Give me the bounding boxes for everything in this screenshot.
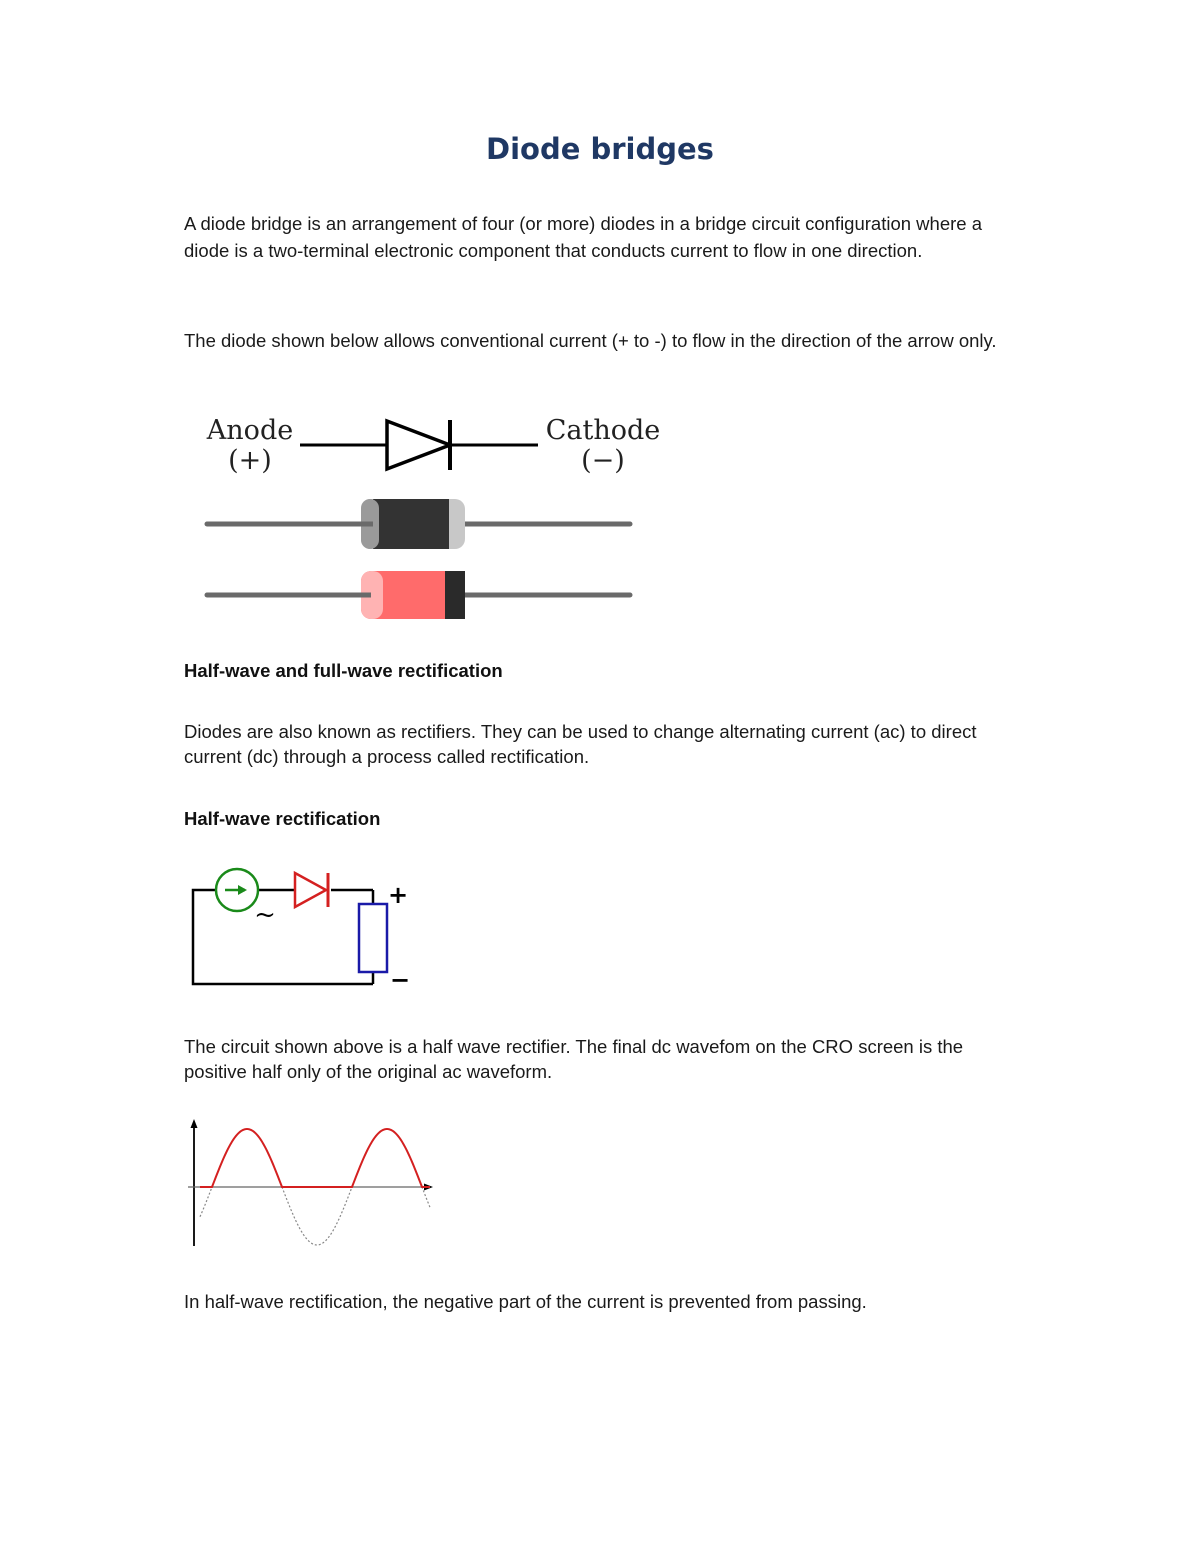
black-diode-component — [207, 499, 630, 549]
section-heading-half-wave: Half-wave rectification — [184, 808, 381, 829]
ac-tilde-label: ~ — [254, 900, 276, 930]
load-resistor-icon — [359, 904, 387, 972]
circuit-caption-paragraph: The circuit shown above is a half wave rectifier. The final dc wavefom on the CRO screen is the positive half only of the original ac waveform. — [184, 1036, 964, 1082]
anode-sign: (+) — [228, 445, 272, 476]
page-title: Diode bridges — [486, 132, 714, 166]
rectifier-diode-icon — [295, 873, 328, 907]
red-diode-component — [207, 571, 630, 619]
intro-paragraph: A diode bridge is an arrangement of four (or more) diodes in a bridge circuit configuration where a diode is a two-terminal electronic component that conducts current to flow in one direction. — [184, 213, 982, 261]
diode-note-paragraph: The diode shown below allows conventional current (+ to -) to flow in the direction of the arrow only. — [184, 330, 997, 351]
diode-figure — [195, 405, 675, 635]
rectified-dc-waveform — [200, 1129, 430, 1187]
rectified-waveform-graph — [180, 1115, 440, 1255]
cathode-sign: (−) — [581, 445, 625, 476]
rectification-paragraph: Diodes are also known as rectifiers. They can be used to change alternating current (ac) to direct current (dc) through a process called rectification. — [184, 721, 977, 767]
half-wave-circuit-diagram — [185, 860, 425, 1000]
final-note-paragraph: In half-wave rectification, the negative part of the current is prevented from passing. — [184, 1291, 867, 1312]
minus-sign: − — [389, 966, 411, 994]
cathode-label: Cathode — [545, 415, 661, 446]
plus-sign: + — [387, 881, 409, 909]
section-heading-rectification: Half-wave and full-wave rectification — [184, 660, 503, 681]
diode-symbol — [300, 420, 538, 470]
ac-source-icon — [216, 869, 258, 911]
anode-label: Anode — [206, 415, 294, 446]
